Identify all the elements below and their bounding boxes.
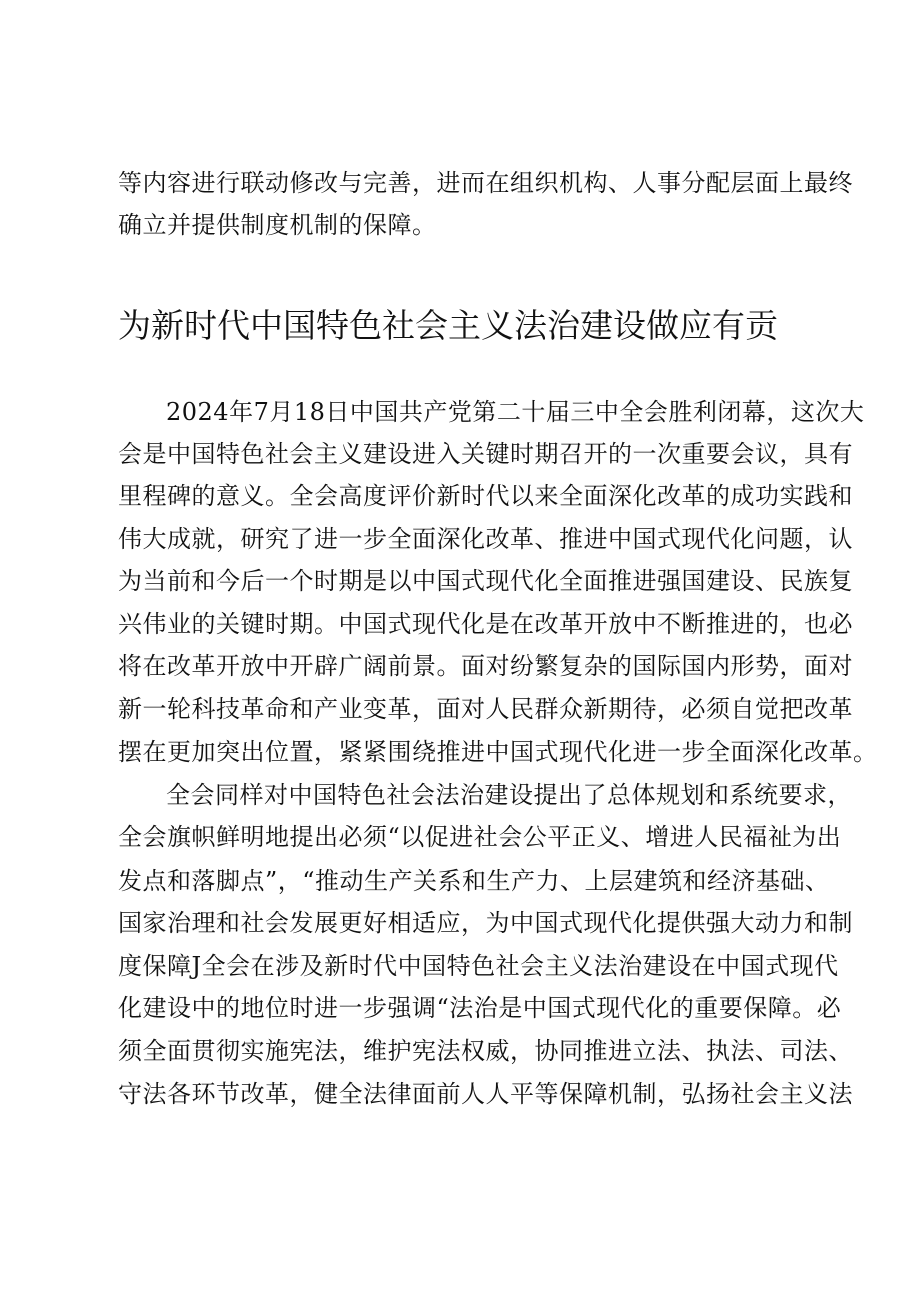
paragraph1-line-5: 为当前和今后一个时期是以中国式现代化全面推进强国建设、民族复 [118,567,853,595]
paragraph2-line-6: 化建设中的地位时进一步强调“法治是中国式现代化的重要保障。必 [118,994,842,1022]
paragraph2-line-7: 须全面贯彻实施宪法，维护宪法权威，协同推进立法、执法、司法、 [118,1037,853,1065]
paragraph2-line-8: 守法各环节改革，健全法律面前人人平等保障机制，弘扬社会主义法 [118,1080,853,1108]
paragraph1-line-1: 2024年7月18日中国共产党第二十届三中全会胜利闭幕，这次大 [166,398,865,426]
paragraph1-line-8: 新一轮科技革命和产业变革，面对人民群众新期待，必须自觉把改革 [118,695,853,723]
paragraph1-line-7: 将在改革开放中开辟广阔前景。面对纷繁复杂的国际国内形势，面对 [118,652,853,680]
paragraph2-line-1: 全会同样对中国特色社会法治建设提出了总体规划和系统要求， [166,781,852,809]
section-heading: 为新时代中国特色社会主义法治建设做应有贡 [118,306,778,345]
paragraph1-line-4: 伟大成就，研究了进一步全面深化改革、推进中国式现代化问题，认 [118,525,853,553]
paragraph2-line-3: 发点和落脚点”，“推动生产关系和生产力、上层建筑和经济基础、 [118,867,830,895]
paragraph2-line-4: 国家治理和社会发展更好相适应，为中国式现代化提供强大动力和制 [118,909,853,937]
intro-line-2: 确立并提供制度机制的保障。 [118,211,437,239]
paragraph1-line-3: 里程碑的意义。全会高度评价新时代以来全面深化改革的成功实践和 [118,482,853,510]
paragraph2-line-2: 全会旗帜鲜明地提出必须“以促进社会公平正义、增进人民福祉为出 [118,823,842,851]
intro-line-1: 等内容进行联动修改与完善，进而在组织机构、人事分配层面上最终 [118,169,853,197]
paragraph1-line-2: 会是中国特色社会主义建设进入关键时期召开的一次重要会议，具有 [118,440,853,468]
paragraph1-line-9: 摆在更加突出位置，紧紧围绕推进中国式现代化进一步全面深化改革。 [118,738,878,766]
paragraph2-line-5: 度保障J全会在涉及新时代中国特色社会主义法治建设在中国式现代 [118,952,839,980]
paragraph1-line-6: 兴伟业的关键时期。中国式现代化是在改革开放中不断推进的，也必 [118,610,853,638]
